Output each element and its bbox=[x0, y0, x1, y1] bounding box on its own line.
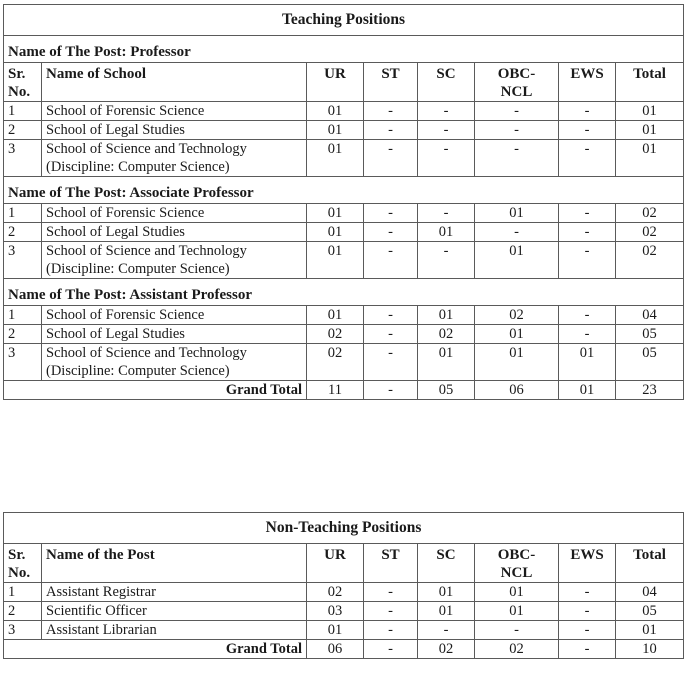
value-st: - bbox=[364, 344, 418, 381]
value-ur: 02 bbox=[307, 325, 364, 344]
value-obc: 01 bbox=[475, 325, 559, 344]
value-obc: 01 bbox=[475, 583, 559, 602]
sr-number: 3 bbox=[4, 140, 42, 177]
value-ews: - bbox=[559, 204, 616, 223]
value-ews: - bbox=[559, 583, 616, 602]
value-sc: - bbox=[418, 102, 475, 121]
value-total: 01 bbox=[616, 102, 684, 121]
value-ur: 01 bbox=[307, 223, 364, 242]
value-total: 02 bbox=[616, 242, 684, 279]
table-row bbox=[4, 223, 684, 242]
header-obc: OBC- NCL bbox=[475, 544, 559, 583]
name-cell bbox=[42, 621, 307, 640]
value-st: - bbox=[364, 325, 418, 344]
header-ews: EWS bbox=[559, 544, 616, 583]
grand-total-ur: 06 bbox=[307, 640, 364, 659]
teaching-title: Teaching Positions bbox=[4, 5, 684, 36]
sr-number: 3 bbox=[4, 344, 42, 381]
value-ur: 01 bbox=[307, 242, 364, 279]
value-ews: - bbox=[559, 325, 616, 344]
value-st: - bbox=[364, 121, 418, 140]
post-name-row bbox=[4, 279, 684, 306]
header-row bbox=[4, 63, 684, 102]
row-name: School of Legal Studies bbox=[46, 122, 185, 138]
value-ews: - bbox=[559, 621, 616, 640]
row-name: Assistant Registrar bbox=[46, 584, 156, 600]
header-st: ST bbox=[364, 63, 418, 102]
value-ur: 01 bbox=[307, 621, 364, 640]
value-ur: 02 bbox=[307, 344, 364, 381]
name-cell bbox=[42, 121, 307, 140]
value-sc: - bbox=[418, 242, 475, 279]
value-total: 05 bbox=[616, 325, 684, 344]
table-row bbox=[4, 602, 684, 621]
value-ews: - bbox=[559, 242, 616, 279]
non-teaching-title: Non-Teaching Positions bbox=[4, 513, 684, 544]
value-total: 05 bbox=[616, 602, 684, 621]
row-discipline: (Discipline: Computer Science) bbox=[46, 363, 230, 379]
value-ur: 02 bbox=[307, 583, 364, 602]
header-total: Total bbox=[616, 63, 684, 102]
row-name: School of Forensic Science bbox=[46, 307, 205, 323]
grand-total-total: 23 bbox=[616, 381, 684, 400]
header-ur: UR bbox=[307, 63, 364, 102]
value-total: 01 bbox=[616, 621, 684, 640]
value-ur: 01 bbox=[307, 140, 364, 177]
name-cell bbox=[42, 204, 307, 223]
value-sc: 01 bbox=[418, 344, 475, 381]
sr-number: 2 bbox=[4, 121, 42, 140]
row-discipline: (Discipline: Computer Science) bbox=[46, 159, 230, 175]
value-total: 02 bbox=[616, 223, 684, 242]
value-st: - bbox=[364, 602, 418, 621]
name-cell bbox=[42, 325, 307, 344]
table-row bbox=[4, 621, 684, 640]
value-obc: - bbox=[475, 121, 559, 140]
grand-total-ews: - bbox=[559, 640, 616, 659]
name-cell bbox=[42, 583, 307, 602]
row-name: School of Forensic Science bbox=[46, 205, 205, 221]
value-ur: 01 bbox=[307, 121, 364, 140]
value-total: 04 bbox=[616, 583, 684, 602]
value-obc: 01 bbox=[475, 602, 559, 621]
sr-number: 1 bbox=[4, 204, 42, 223]
post-name: Name of The Post: Associate Professor bbox=[4, 177, 684, 204]
name-cell bbox=[42, 602, 307, 621]
sr-number: 2 bbox=[4, 602, 42, 621]
row-name: School of Legal Studies bbox=[46, 224, 185, 240]
post-name: Name of The Post: Professor bbox=[4, 36, 684, 63]
name-cell bbox=[42, 242, 307, 279]
grand-total-sc: 02 bbox=[418, 640, 475, 659]
row-name: Assistant Librarian bbox=[46, 622, 157, 638]
value-st: - bbox=[364, 102, 418, 121]
value-st: - bbox=[364, 204, 418, 223]
value-ews: - bbox=[559, 223, 616, 242]
value-sc: - bbox=[418, 140, 475, 177]
non-teaching-positions-table bbox=[3, 512, 684, 659]
name-cell bbox=[42, 306, 307, 325]
sr-number: 3 bbox=[4, 242, 42, 279]
name-cell bbox=[42, 102, 307, 121]
name-cell bbox=[42, 140, 307, 177]
value-obc: 01 bbox=[475, 204, 559, 223]
table-row bbox=[4, 325, 684, 344]
post-name-row bbox=[4, 177, 684, 204]
table-row bbox=[4, 344, 684, 381]
grand-total-ews: 01 bbox=[559, 381, 616, 400]
name-cell bbox=[42, 223, 307, 242]
header-obc: OBC- NCL bbox=[475, 63, 559, 102]
grand-total-label: Grand Total bbox=[4, 381, 307, 400]
table-row bbox=[4, 583, 684, 602]
row-name: School of Science and Technology bbox=[46, 141, 247, 157]
value-ews: - bbox=[559, 306, 616, 325]
header-ur: UR bbox=[307, 544, 364, 583]
sr-number: 1 bbox=[4, 583, 42, 602]
value-ews: - bbox=[559, 121, 616, 140]
grand-total-st: - bbox=[364, 381, 418, 400]
table-row bbox=[4, 204, 684, 223]
value-total: 05 bbox=[616, 344, 684, 381]
name-cell bbox=[42, 344, 307, 381]
value-st: - bbox=[364, 140, 418, 177]
sr-number: 2 bbox=[4, 325, 42, 344]
table-row bbox=[4, 242, 684, 279]
header-name: Name of School bbox=[42, 63, 307, 102]
teaching-positions-table bbox=[3, 4, 684, 400]
value-obc: - bbox=[475, 102, 559, 121]
table-row bbox=[4, 121, 684, 140]
value-sc: 01 bbox=[418, 306, 475, 325]
value-total: 02 bbox=[616, 204, 684, 223]
header-total: Total bbox=[616, 544, 684, 583]
row-name: School of Science and Technology bbox=[46, 345, 247, 361]
sr-number: 1 bbox=[4, 102, 42, 121]
value-sc: - bbox=[418, 621, 475, 640]
table-row bbox=[4, 140, 684, 177]
sr-number: 2 bbox=[4, 223, 42, 242]
header-row bbox=[4, 544, 684, 583]
header-sc: SC bbox=[418, 63, 475, 102]
value-ews: - bbox=[559, 140, 616, 177]
value-obc: - bbox=[475, 140, 559, 177]
value-total: 01 bbox=[616, 140, 684, 177]
grand-total-row bbox=[4, 381, 684, 400]
value-ews: 01 bbox=[559, 344, 616, 381]
grand-total-sc: 05 bbox=[418, 381, 475, 400]
header-sr: Sr. No. bbox=[4, 63, 42, 102]
grand-total-row bbox=[4, 640, 684, 659]
value-sc: 01 bbox=[418, 602, 475, 621]
row-name: School of Science and Technology bbox=[46, 243, 247, 259]
value-ur: 01 bbox=[307, 204, 364, 223]
value-sc: 01 bbox=[418, 583, 475, 602]
value-obc: - bbox=[475, 621, 559, 640]
grand-total-obc: 06 bbox=[475, 381, 559, 400]
value-sc: 02 bbox=[418, 325, 475, 344]
table-row bbox=[4, 102, 684, 121]
table-row bbox=[4, 306, 684, 325]
post-name-row bbox=[4, 36, 684, 63]
row-discipline: (Discipline: Computer Science) bbox=[46, 261, 230, 277]
header-st: ST bbox=[364, 544, 418, 583]
sr-number: 1 bbox=[4, 306, 42, 325]
row-name: School of Legal Studies bbox=[46, 326, 185, 342]
value-st: - bbox=[364, 242, 418, 279]
grand-total-obc: 02 bbox=[475, 640, 559, 659]
grand-total-total: 10 bbox=[616, 640, 684, 659]
value-ur: 03 bbox=[307, 602, 364, 621]
grand-total-st: - bbox=[364, 640, 418, 659]
value-total: 04 bbox=[616, 306, 684, 325]
value-ews: - bbox=[559, 102, 616, 121]
value-sc: 01 bbox=[418, 223, 475, 242]
value-obc: 01 bbox=[475, 344, 559, 381]
value-obc: 01 bbox=[475, 242, 559, 279]
value-st: - bbox=[364, 583, 418, 602]
value-obc: 02 bbox=[475, 306, 559, 325]
value-st: - bbox=[364, 223, 418, 242]
value-st: - bbox=[364, 306, 418, 325]
header-ews: EWS bbox=[559, 63, 616, 102]
header-name: Name of the Post bbox=[42, 544, 307, 583]
post-name: Name of The Post: Assistant Professor bbox=[4, 279, 684, 306]
value-st: - bbox=[364, 621, 418, 640]
value-sc: - bbox=[418, 121, 475, 140]
value-sc: - bbox=[418, 204, 475, 223]
grand-total-label: Grand Total bbox=[4, 640, 307, 659]
value-ews: - bbox=[559, 602, 616, 621]
header-sc: SC bbox=[418, 544, 475, 583]
value-ur: 01 bbox=[307, 102, 364, 121]
value-ur: 01 bbox=[307, 306, 364, 325]
value-obc: - bbox=[475, 223, 559, 242]
value-total: 01 bbox=[616, 121, 684, 140]
row-name: School of Forensic Science bbox=[46, 103, 205, 119]
grand-total-ur: 11 bbox=[307, 381, 364, 400]
sr-number: 3 bbox=[4, 621, 42, 640]
row-name: Scientific Officer bbox=[46, 603, 147, 619]
header-sr: Sr. No. bbox=[4, 544, 42, 583]
